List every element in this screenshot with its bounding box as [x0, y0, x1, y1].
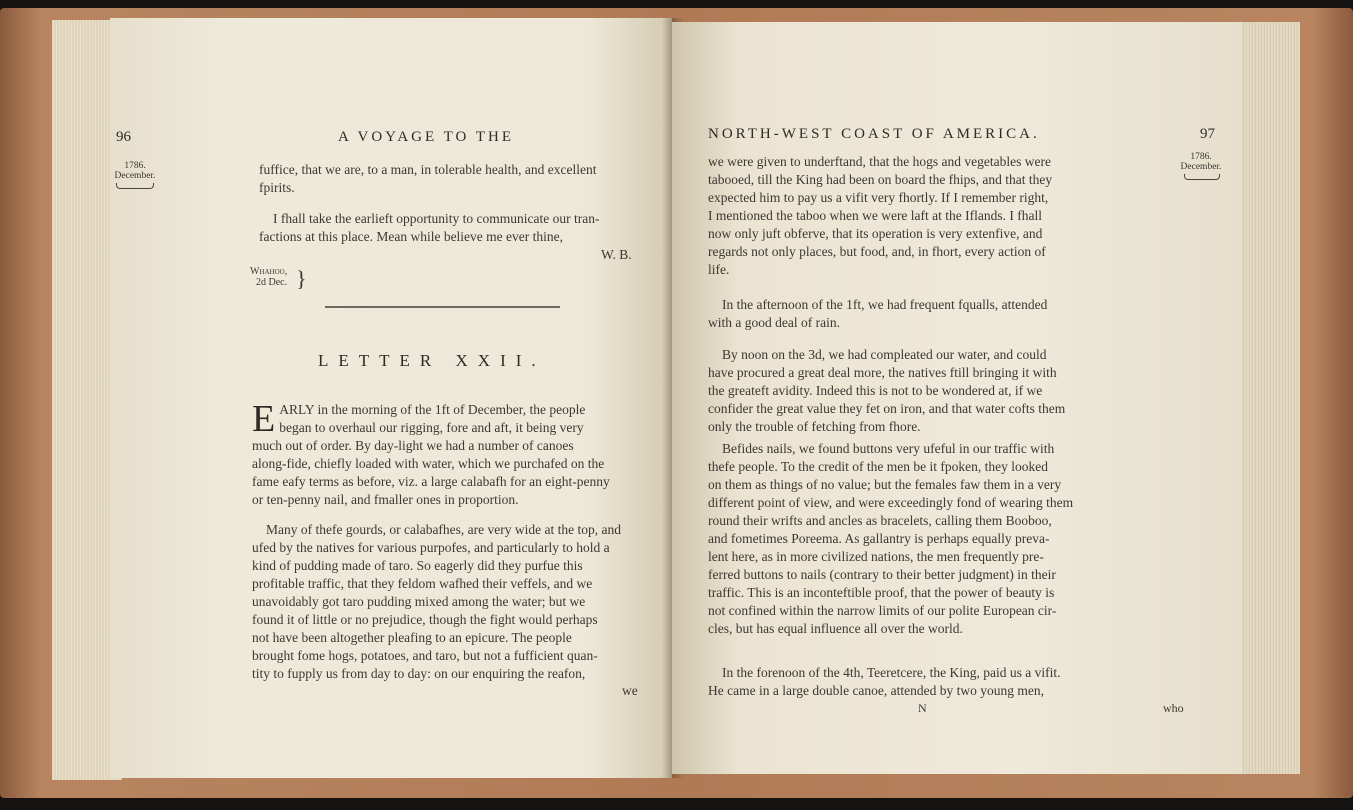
text-line: have procured a great deal more, the natives ftill bringing it with — [708, 365, 1057, 380]
margin-year: 1786. — [1190, 152, 1212, 162]
text-line: expected him to pay us a vifit very fhortly. If I remember right, — [708, 190, 1049, 205]
margin-note-date-left — [112, 161, 158, 181]
paragraph-3 — [252, 398, 652, 509]
text-line: cles, but has equal influence all over the world. — [708, 621, 963, 636]
text-line: confider the great value they fet on iron, and that water cofts them — [708, 401, 1066, 416]
text-line: different point of view, and were exceedingly fond of wearing them — [708, 495, 1074, 510]
paragraph-4 — [708, 440, 1073, 638]
margin-month: December. — [114, 171, 156, 181]
paragraph-4 — [252, 521, 621, 683]
left-page — [110, 18, 672, 778]
text-line: with a good deal of rain. — [708, 315, 840, 330]
margin-note-date-right — [1178, 152, 1224, 172]
text-line: Many of thefe gourds, or calabafhes, are very wide at the top, and — [266, 522, 621, 537]
text-line: much out of order. By day-light we had a number of canoes — [252, 438, 574, 453]
running-head-right: NORTH-WEST COAST OF AMERICA. — [708, 126, 1040, 142]
page-number-left: 96 — [116, 129, 131, 145]
paragraph-1 — [708, 153, 1052, 279]
text-line: He came in a large double canoe, attended by two young men, — [708, 683, 1045, 698]
margin-month: December. — [1180, 162, 1222, 172]
text-line: began to overhaul our rigging, fore and aft, it being very — [279, 420, 584, 435]
text-line: along-fide, chiefly loaded with water, which we purchafed on the — [252, 456, 605, 471]
text-line: kind of pudding made of taro. So eagerly did they purfue this — [252, 558, 583, 573]
text-line: ufed by the natives for various purpofes, and particularly to hold a — [252, 540, 610, 555]
text-line: ferred buttons to nails (contrary to their better judgment) in their — [708, 567, 1056, 582]
text-line: or ten-penny nail, and fmaller ones in proportion. — [252, 492, 519, 507]
text-line: I fhall take the earlieft opportunity to communicate our tran- — [273, 211, 600, 226]
text-line: brought fome hogs, potatoes, and taro, but not a fufficient quan- — [252, 648, 598, 663]
dateline-brace: } — [296, 266, 307, 291]
text-line: lent here, as in more civilized nations, the men frequently pre- — [708, 549, 1044, 564]
catchword-left: we — [622, 683, 638, 698]
text-line: life. — [708, 262, 730, 277]
dateline — [250, 266, 287, 288]
signature-mark: N — [918, 701, 927, 715]
text-line: In the afternoon of the 1ft, we had frequent fqualls, attended — [722, 297, 1048, 312]
dateline-date: 2d Dec. — [256, 277, 288, 288]
text-line: tity to fupply us from day to day: on our enquiring the reafon, — [252, 666, 586, 681]
text-line: I mentioned the taboo when we were laft at the Iflands. I fhall — [708, 208, 1042, 223]
text-line: fuffice, that we are, to a man, in tolerable health, and excellent — [259, 162, 597, 177]
text-line: thefe people. To the credit of the men be it fpoken, they looked — [708, 459, 1048, 474]
paragraph-1 — [259, 161, 596, 197]
drop-cap: E — [252, 398, 276, 440]
text-line: found it of little or no prejudice, though the fight would perhaps — [252, 612, 598, 627]
signature: W. B. — [601, 247, 632, 262]
text-line: now only juft obferve, that its operation is very extenfive, and — [708, 226, 1043, 241]
text-line: regards not only places, but food, and, in fhort, every action of — [708, 244, 1046, 259]
margin-year: 1786. — [124, 161, 146, 171]
text-line: factions at this place. Mean while believe me ever thine, — [259, 229, 564, 244]
text-line: and fometimes Poreema. As gallantry is perhaps equally preva- — [708, 531, 1050, 546]
paragraph-2 — [708, 296, 1047, 332]
text-line: round their wrifts and ancles as bracelets, calling them Booboo, — [708, 513, 1052, 528]
section-divider — [325, 306, 560, 308]
dateline-place: Whahoo, — [250, 266, 288, 277]
margin-brace-right — [1184, 174, 1220, 180]
paragraph-2 — [259, 210, 600, 246]
page-number-right: 97 — [1200, 126, 1215, 142]
margin-brace-left — [116, 183, 154, 189]
text-line: traffic. This is an inconteftible proof, that the power of beauty is — [708, 585, 1055, 600]
text-line: we were given to underftand, that the hogs and vegetables were — [708, 154, 1051, 169]
text-line: not have been altogether pleafing to an epicure. The people — [252, 630, 572, 645]
text-line: unavoidably got taro pudding mixed among the water; but we — [252, 594, 586, 609]
text-line: fpirits. — [259, 180, 295, 195]
text-line: tabooed, till the King had been on board the fhips, and that they — [708, 172, 1053, 187]
text-line: profitable traffic, that they feldom wafhed their veffels, and we — [252, 576, 593, 591]
right-page — [672, 22, 1242, 774]
text-line: not confined within the narrow limits of our polite European cir- — [708, 603, 1057, 618]
paragraph-3 — [708, 346, 1065, 436]
text-line: only the trouble of fetching from fhore. — [708, 419, 921, 434]
text-line: the greateft avidity. Indeed this is not to be wondered at, if we — [708, 383, 1043, 398]
text-line: In the forenoon of the 4th, Teeretcere, the King, paid us a vifit. — [722, 665, 1061, 680]
paragraph-5 — [708, 664, 1060, 700]
text-line: fame eafy terms as before, viz. a large calabafh for an eight-penny — [252, 474, 610, 489]
catchword-right: who — [1163, 701, 1184, 715]
letter-title: LETTER XXII. — [318, 351, 546, 370]
text-line: on them as things of no value; but the females faw them in a very — [708, 477, 1062, 492]
running-head-left: A VOYAGE TO THE — [338, 129, 514, 145]
text-line: By noon on the 3d, we had compleated our water, and could — [722, 347, 1047, 362]
text-line: Befides nails, we found buttons very ufeful in our traffic with — [722, 441, 1055, 456]
text-line: ARLY in the morning of the 1ft of December, the people — [279, 402, 586, 417]
